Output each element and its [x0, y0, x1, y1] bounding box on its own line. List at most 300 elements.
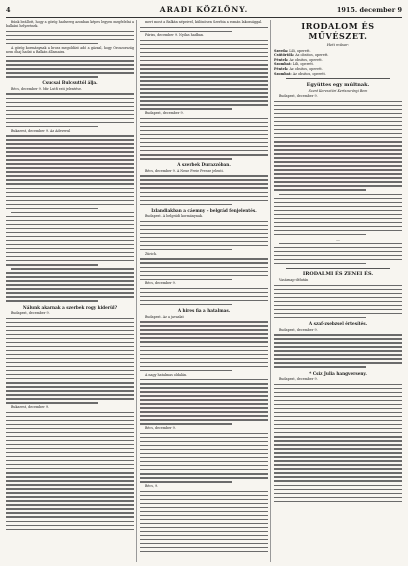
- text-line: [274, 475, 402, 478]
- text-line: [6, 491, 134, 494]
- text-line: [140, 224, 268, 227]
- text-line: [274, 168, 402, 171]
- text-line: [140, 29, 268, 32]
- article-heading: Csucsai Bulcsuttól álja.: [42, 80, 98, 86]
- text-line: [140, 328, 268, 331]
- text-line: [274, 459, 402, 462]
- text-line: [140, 63, 268, 66]
- text-line: [6, 419, 134, 422]
- program-entry: [274, 67, 402, 71]
- program-entry: [274, 58, 402, 62]
- text-line: [140, 402, 268, 405]
- text-line: [140, 220, 268, 223]
- text-line: [6, 415, 134, 418]
- text-line: [6, 29, 134, 32]
- text-line: [140, 83, 268, 86]
- text-line: [140, 534, 268, 537]
- text-line: [274, 112, 402, 115]
- text-line: [6, 431, 134, 434]
- text-line: [274, 383, 402, 386]
- text-line: [140, 448, 268, 451]
- text-line: [140, 530, 268, 533]
- text-line: [274, 365, 402, 368]
- article-paragraph: Bécs, december 9. A Neue Freie Presse jelenti.: [145, 168, 224, 173]
- text-line: [6, 235, 134, 238]
- text-line: [274, 337, 402, 340]
- text-line: [6, 279, 134, 282]
- text-line: [140, 51, 268, 54]
- text-line: [140, 103, 268, 106]
- text-line: [274, 132, 402, 135]
- text-line: [274, 292, 402, 295]
- text-line: [274, 463, 402, 466]
- program-title: Lili, operett.: [289, 48, 311, 53]
- text-line: [6, 439, 134, 442]
- text-line: [140, 489, 268, 492]
- text-line: [274, 200, 402, 203]
- text-line: [6, 353, 134, 356]
- text-line: [140, 95, 268, 98]
- text-line: [6, 255, 134, 258]
- text-line: [6, 190, 134, 193]
- text-line: [274, 312, 402, 315]
- text-line: [140, 344, 268, 347]
- article-heading: A szaf-zsebzsel értesítés.: [308, 321, 368, 327]
- text-line: [274, 128, 402, 131]
- text-line: [140, 39, 268, 42]
- text-line: [6, 499, 134, 502]
- text-line: [274, 435, 402, 438]
- text-line: [274, 180, 402, 183]
- text-line: [274, 411, 402, 414]
- text-line: [274, 225, 402, 228]
- text-line: [6, 219, 134, 222]
- text-line: [6, 341, 134, 344]
- text-line: [274, 188, 402, 191]
- text-line: [140, 332, 268, 335]
- text-line: [274, 104, 402, 107]
- text-line: [274, 439, 402, 442]
- section-separator: [286, 268, 390, 269]
- text-line: [140, 129, 268, 132]
- text-line: [274, 427, 402, 430]
- text-line: [274, 483, 402, 486]
- text-line: [6, 182, 134, 185]
- article-paragraph: Bécs, december 9. Mir Lutfi esti jelentése.: [11, 86, 82, 91]
- article-heading: * Csiz Julia hangverseny.: [309, 370, 367, 376]
- text-line: [140, 518, 268, 521]
- text-line: [6, 385, 134, 388]
- text-line: [274, 124, 402, 127]
- text-line: [274, 229, 402, 232]
- text-line: [274, 156, 402, 159]
- article-paragraph: Budapest, december 9.: [279, 327, 318, 332]
- article-heading: Nálunk akarnak a szerbek rogy kiderül?: [22, 304, 118, 310]
- text-line: [140, 149, 268, 152]
- text-line: [140, 43, 268, 46]
- text-line: [140, 198, 268, 201]
- program-entry: [274, 72, 402, 76]
- text-line: [140, 356, 268, 359]
- text-line: [6, 239, 134, 242]
- text-line: [274, 208, 402, 211]
- text-line: [6, 125, 134, 128]
- text-line: [140, 440, 268, 443]
- text-line: [6, 495, 134, 498]
- text-line: [6, 381, 134, 384]
- text-line: [274, 108, 402, 111]
- text-line: [140, 550, 268, 553]
- text-line: [274, 288, 402, 291]
- text-line: [6, 215, 134, 218]
- text-line: [140, 378, 268, 381]
- text-line: [274, 349, 402, 352]
- text-line: [6, 365, 134, 368]
- text-line: [6, 146, 134, 149]
- text-line: [274, 262, 402, 265]
- program-title: Az obsitos, operett.: [289, 57, 323, 62]
- column-middle: [140, 20, 268, 562]
- text-line: [140, 47, 268, 50]
- text-line: [6, 202, 134, 205]
- text-line: [140, 265, 268, 268]
- text-line: [140, 55, 268, 58]
- text-line: [274, 451, 402, 454]
- text-line: [140, 79, 268, 82]
- column-divider: [136, 20, 137, 562]
- article-paragraph: Bukarest, december 9. Az Adeverul: [11, 128, 71, 133]
- text-line: [274, 333, 402, 336]
- text-line: [140, 273, 268, 276]
- article-paragraph: Bécs, december 9.: [145, 426, 176, 431]
- program-entry: [274, 62, 402, 66]
- text-line: [6, 227, 134, 230]
- text-line: [140, 497, 268, 500]
- text-line: [140, 194, 268, 197]
- text-line: [140, 406, 268, 409]
- program-title: Az obsitos, operett.: [295, 53, 329, 58]
- text-line: [274, 184, 402, 187]
- text-line: [140, 480, 268, 483]
- text-line: [6, 100, 134, 103]
- text-line: [140, 418, 268, 421]
- text-line: [274, 403, 402, 406]
- text-line: [6, 104, 134, 107]
- text-line: [6, 471, 134, 474]
- text-line: [6, 37, 134, 40]
- text-line: [140, 133, 268, 136]
- text-line: [140, 414, 268, 417]
- text-line: [274, 407, 402, 410]
- text-line: [140, 295, 268, 298]
- text-line: [140, 505, 268, 508]
- text-line: [274, 395, 402, 398]
- article-paragraph: A görög kormánynak a brosz megoldást adó a gázzal, hogy Oroszország nem óhaj hadat a Balkán államaira.: [6, 45, 134, 54]
- program-title: Az obsitos, operett.: [292, 71, 326, 76]
- text-line: [140, 121, 268, 124]
- article-paragraph: A nagy hatalmas oldalán.: [145, 372, 188, 377]
- text-line: [140, 456, 268, 459]
- text-line: [6, 463, 134, 466]
- text-line: [274, 136, 402, 139]
- text-line: [6, 511, 134, 514]
- text-line: [6, 263, 134, 266]
- text-line: [140, 452, 268, 455]
- text-line: [6, 170, 134, 173]
- section-separator: [286, 78, 390, 79]
- page-header: [6, 5, 402, 17]
- text-line: [140, 340, 268, 343]
- text-line: [274, 152, 402, 155]
- text-line: [6, 55, 134, 58]
- text-line: [6, 198, 134, 201]
- text-line: [140, 436, 268, 439]
- text-line: [6, 479, 134, 482]
- text-line: [140, 369, 268, 372]
- text-line: [6, 320, 134, 323]
- text-line: [6, 231, 134, 234]
- text-line: [6, 377, 134, 380]
- program-day: Szerda:: [274, 48, 289, 53]
- text-line: [6, 527, 134, 530]
- column-left: [6, 20, 134, 562]
- text-line: [140, 538, 268, 541]
- text-line: [6, 211, 134, 214]
- text-line: [6, 243, 134, 246]
- text-line: [274, 258, 402, 261]
- article-paragraph: Bécs, december 9.: [145, 281, 176, 286]
- program-day: Szombat:: [274, 71, 292, 76]
- text-line: [274, 357, 402, 360]
- text-line: [274, 148, 402, 151]
- text-line: [140, 277, 268, 280]
- text-line: [274, 495, 402, 498]
- text-line: [6, 166, 134, 169]
- text-line: [6, 116, 134, 119]
- text-line: [6, 299, 134, 302]
- text-line: [274, 300, 402, 303]
- text-line: [274, 499, 402, 502]
- text-line: [6, 251, 134, 254]
- text-line: [6, 357, 134, 360]
- text-line: [274, 423, 402, 426]
- article-paragraph: Budapest. Az a javaslat: [145, 314, 184, 319]
- text-line: [6, 487, 134, 490]
- article-paragraph: mert most a Balkán népeivel, különösen Szerbia a román lakossággal.: [145, 20, 263, 24]
- text-line: [274, 176, 402, 179]
- text-line: [6, 287, 134, 290]
- text-line: [140, 348, 268, 351]
- text-line: [140, 336, 268, 339]
- text-line: [274, 455, 402, 458]
- text-line: [140, 157, 268, 160]
- article-paragraph: Bukarest, december 9.: [11, 405, 49, 410]
- text-line: [140, 248, 268, 251]
- article-heading: Együttes egy múltnak.: [306, 81, 370, 88]
- text-line: [140, 422, 268, 425]
- text-line: [6, 361, 134, 364]
- text-line: [6, 158, 134, 161]
- text-line: [140, 546, 268, 549]
- text-line: [274, 419, 402, 422]
- text-line: [6, 178, 134, 181]
- text-line: [140, 75, 268, 78]
- text-line: [140, 382, 268, 385]
- article-heading: IRODALMI ÉS ZENEI ÉS.: [302, 271, 374, 278]
- text-line: [140, 240, 268, 243]
- text-line: [140, 91, 268, 94]
- text-line: [6, 267, 134, 270]
- text-line: [140, 476, 268, 479]
- section-masthead: IRODALOM ÉS MŰVÉSZET.: [301, 21, 375, 41]
- text-line: [140, 468, 268, 471]
- text-line: [6, 138, 134, 141]
- text-line: [274, 316, 402, 319]
- program-day: Péntek:: [274, 66, 289, 71]
- article-paragraph: Vasárnap-délután: [279, 278, 309, 283]
- text-line: [6, 275, 134, 278]
- text-line: [274, 246, 402, 249]
- text-line: [274, 304, 402, 307]
- article-paragraph: Bécs, 9.: [145, 484, 159, 489]
- text-line: [6, 291, 134, 294]
- text-line: [274, 345, 402, 348]
- article-byline: Szent Keresztúri Kertszurányi Bem: [308, 88, 368, 93]
- text-line: [140, 510, 268, 513]
- text-line: [140, 153, 268, 156]
- text-line: [6, 423, 134, 426]
- text-line: [274, 144, 402, 147]
- text-line: [6, 112, 134, 115]
- program-day: Csütörtök:: [274, 53, 295, 58]
- text-line: [6, 41, 134, 44]
- text-line: [6, 447, 134, 450]
- text-line: [6, 397, 134, 400]
- text-line: [6, 333, 134, 336]
- text-line: [6, 443, 134, 446]
- article-heading: A hires fia a hatalmas.: [177, 308, 231, 314]
- text-line: [140, 398, 268, 401]
- text-line: [6, 329, 134, 332]
- text-line: [140, 186, 268, 189]
- text-line: [140, 25, 268, 28]
- text-line: [274, 296, 402, 299]
- article-heading: A szerbek Durazzóban.: [177, 162, 231, 168]
- page-number: 4: [6, 6, 11, 14]
- text-line: [274, 415, 402, 418]
- text-line: [274, 100, 402, 103]
- text-line: [140, 137, 268, 140]
- text-line: [6, 75, 134, 78]
- text-line: [6, 455, 134, 458]
- article-paragraph: Budapest. A belgrádi kormánynak.: [145, 214, 203, 219]
- program-day: Szombat:: [274, 62, 292, 67]
- text-line: [140, 364, 268, 367]
- text-line: [274, 391, 402, 394]
- article-paragraph: fiúnk beállott, hogy a görög hadsereg azonban képes legyen megfelelni a balkáni helyzetnek.: [6, 20, 134, 29]
- text-line: [6, 67, 134, 70]
- text-line: [6, 71, 134, 74]
- header-rule: [6, 17, 402, 18]
- text-line: [274, 120, 402, 123]
- text-line: [6, 503, 134, 506]
- text-line: [6, 483, 134, 486]
- text-line: [6, 523, 134, 526]
- text-line: [140, 410, 268, 413]
- article-paragraph: Zürich.: [145, 251, 158, 256]
- text-line: [274, 399, 402, 402]
- text-line: [140, 202, 268, 205]
- text-line: [140, 244, 268, 247]
- text-line: [274, 487, 402, 490]
- text-line: [274, 254, 402, 257]
- text-line: [274, 387, 402, 390]
- text-line: [140, 460, 268, 463]
- text-line: [274, 467, 402, 470]
- text-line: [6, 345, 134, 348]
- text-line: [6, 63, 134, 66]
- text-line: [274, 164, 402, 167]
- text-line: [140, 472, 268, 475]
- text-line: [6, 33, 134, 36]
- text-line: [6, 410, 134, 413]
- column-divider: [270, 20, 271, 562]
- text-line: [6, 142, 134, 145]
- text-line: [140, 514, 268, 517]
- text-line: [140, 444, 268, 447]
- text-line: [6, 507, 134, 510]
- text-line: [6, 519, 134, 522]
- text-line: [6, 259, 134, 262]
- text-line: [6, 349, 134, 352]
- text-line: [274, 172, 402, 175]
- text-line: [140, 493, 268, 496]
- text-line: [140, 299, 268, 302]
- text-line: [6, 154, 134, 157]
- text-line: [6, 271, 134, 274]
- text-line: [6, 325, 134, 328]
- text-line: [274, 353, 402, 356]
- text-line: [140, 501, 268, 504]
- text-line: [140, 87, 268, 90]
- text-line: [274, 284, 402, 287]
- text-line: [274, 447, 402, 450]
- text-line: [274, 217, 402, 220]
- section-dash: —: [336, 236, 340, 242]
- article-paragraph: Budapest, december 9.: [145, 111, 184, 116]
- text-line: [6, 389, 134, 392]
- text-line: [274, 212, 402, 215]
- text-line: [140, 257, 268, 260]
- text-line: [140, 232, 268, 235]
- text-line: [6, 134, 134, 137]
- text-line: [140, 182, 268, 185]
- text-line: [274, 242, 402, 245]
- text-line: [140, 432, 268, 435]
- article-paragraph: Párizs, december 9. Nyilas hadban.: [145, 33, 205, 38]
- text-line: [6, 515, 134, 518]
- text-line: [140, 352, 268, 355]
- text-line: [140, 117, 268, 120]
- issue-date: 1915. december 9: [336, 6, 402, 14]
- text-line: [140, 107, 268, 110]
- text-line: [140, 303, 268, 306]
- program-entry: [274, 53, 402, 57]
- text-line: [6, 451, 134, 454]
- text-line: [274, 491, 402, 494]
- text-line: [140, 320, 268, 323]
- text-line: [140, 386, 268, 389]
